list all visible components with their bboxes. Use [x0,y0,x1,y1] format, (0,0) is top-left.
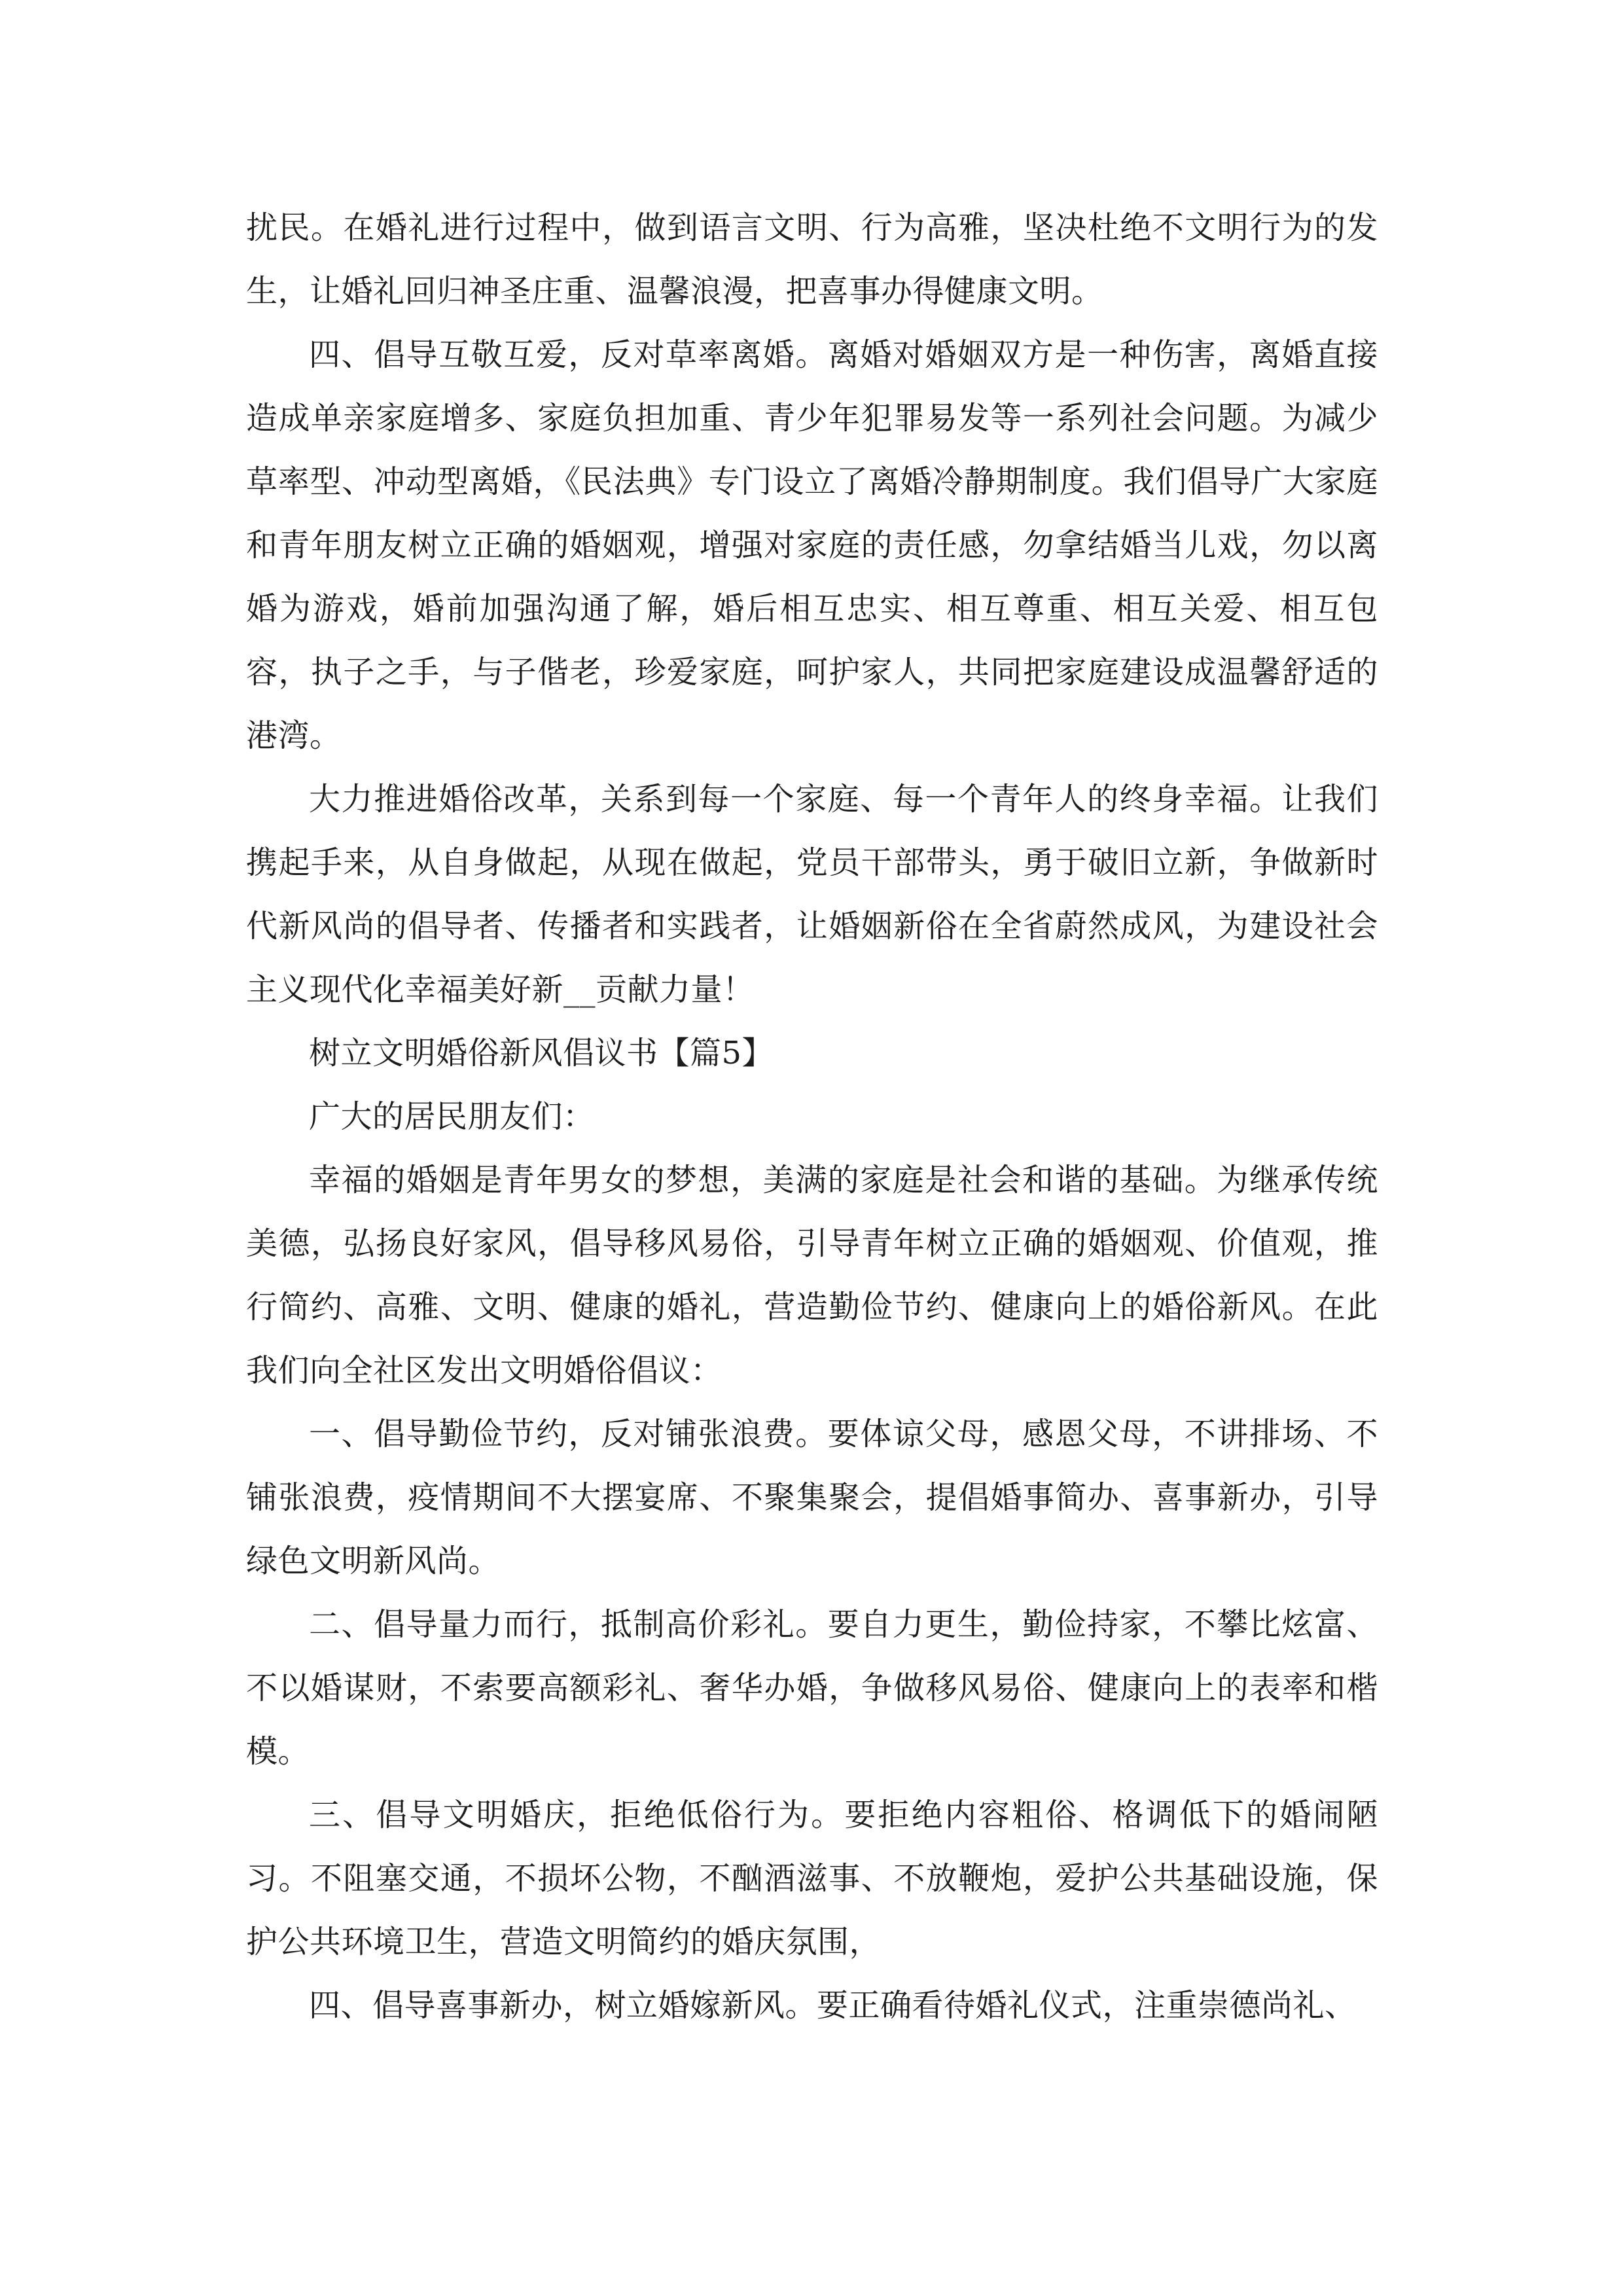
document-body [246,196,1378,2037]
paragraph-item-four: 四、倡导喜事新办，树立婚嫁新风。要正确看待婚礼仪式，注重崇德尚礼、 [309,1987,1357,2024]
paragraph-item-three: 三、倡导文明婚庆，拒绝低俗行为。要拒绝内容粗俗、格调低下的婚闹陋习。不阻塞交通，不损坏公物，不酗酒滋事、不放鞭炮，爱护公共基础设施，保护公共环境卫生，营造文明简约的婚庆氛围， [246,1797,1378,1960]
section-title: 树立文明婚俗新风倡议书【篇5】 [309,1035,774,1071]
paragraph-conclusion: 大力推进婚俗改革，关系到每一个家庭、每一个青年人的终身幸福。让我们携起手来，从自身做起，从现在做起，党员干部带头，勇于破旧立新，争做新时代新风尚的倡导者、传播者和实践者，让婚姻新俗在全省蔚然成风，为建设社会主义现代化幸福美好新__贡献力量！ [246,781,1378,1008]
paragraph-item-one: 一、倡导勤俭节约，反对铺张浪费。要体谅父母，感恩父母，不讲排场、不铺张浪费，疫情期间不大摆宴席、不聚集聚会，提倡婚事简办、喜事新办，引导绿色文明新风尚。 [246,1416,1378,1579]
paragraph-item-two: 二、倡导量力而行，抵制高价彩礼。要自力更生，勤俭持家，不攀比炫富、不以婚谋财，不索要高额彩礼、奢华办婚，争做移风易俗、健康向上的表率和楷模。 [246,1606,1378,1770]
paragraph-intro: 幸福的婚姻是青年男女的梦想，美满的家庭是社会和谐的基础。为继承传统美德，弘扬良好家风，倡导移风易俗，引导青年树立正确的婚姻观、价值观，推行简约、高雅、文明、健康的婚礼，营造勤俭节约、健康向上的婚俗新风。在此我们向全社区发出文明婚俗倡议： [246,1162,1378,1389]
salutation: 广大的居民朋友们： [309,1098,595,1135]
paragraph-item-four-divorce: 四、倡导互敬互爱，反对草率离婚。离婚对婚姻双方是一种伤害，离婚直接造成单亲家庭增多、家庭负担加重、青少年犯罪易发等一系列社会问题。为减少草率型、冲动型离婚，《民法典》专门设立了离婚冷静期制度。我们倡导广大家庭和青年朋友树立正确的婚姻观，增强对家庭的责任感，勿拿结婚当儿戏，勿以离婚为游戏，婚前加强沟通了解，婚后相互忠实、相互尊重、相互关爱、相互包容，执子之手，与子偕老，珍爱家庭，呵护家人，共同把家庭建设成温馨舒适的港湾。 [246,336,1378,754]
paragraph-continuation: 扰民。在婚礼进行过程中，做到语言文明、行为高雅，坚决杜绝不文明行为的发生，让婚礼回归神圣庄重、温馨浪漫，把喜事办得健康文明。 [246,209,1378,310]
